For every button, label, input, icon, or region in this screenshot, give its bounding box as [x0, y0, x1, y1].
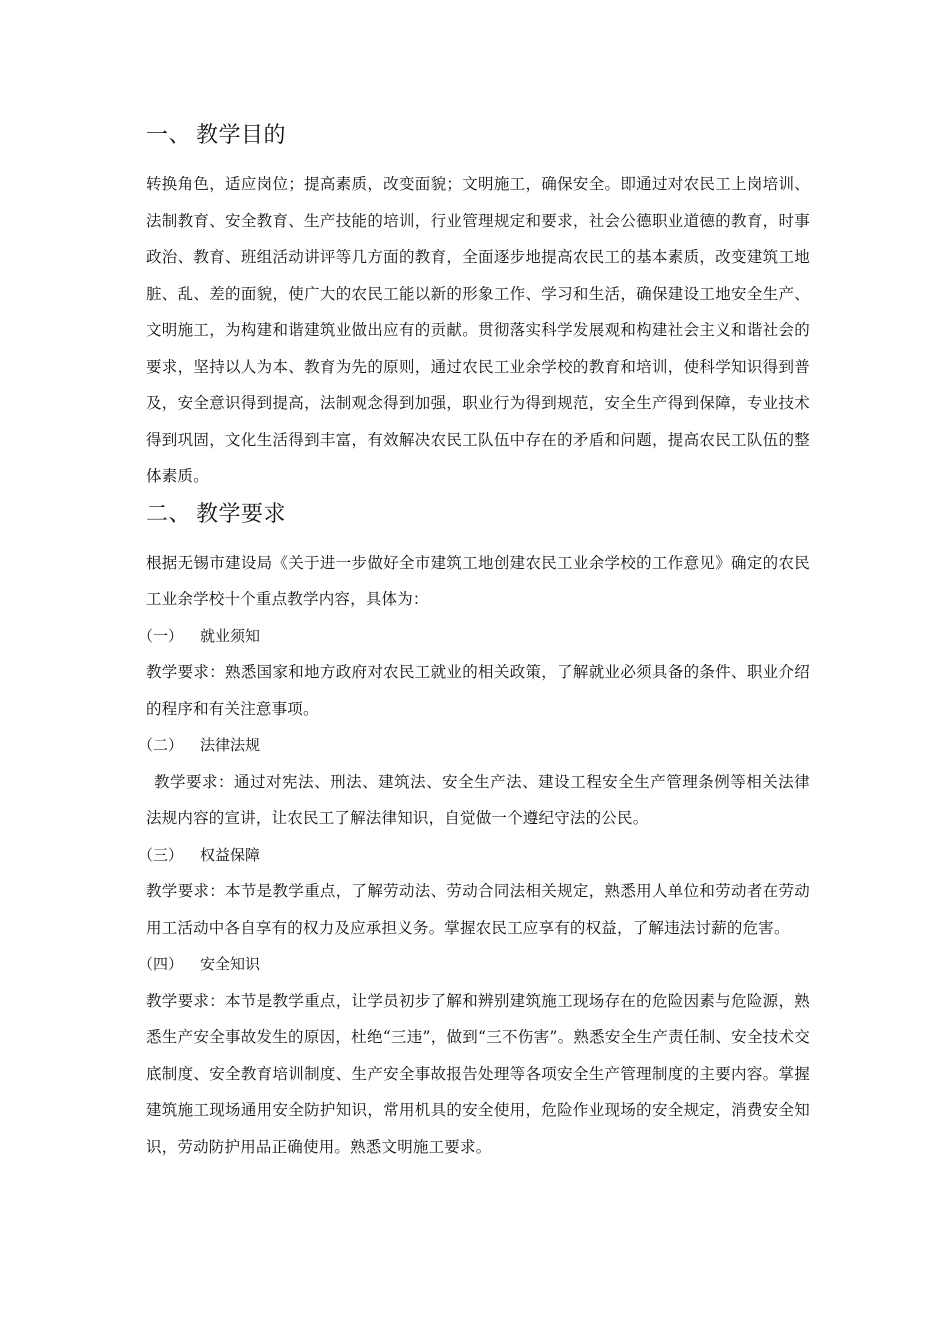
- subsection-number: （二）: [138, 736, 184, 754]
- subsection-title: 安全知识: [200, 955, 261, 973]
- section-number: 二、: [146, 501, 192, 527]
- purpose-paragraph: 转换角色，适应岗位；提高素质，改变面貌；文明施工，确保安全。即通过对农民工上岗培训、法制教育、安全教育、生产技能的培训，行业管理规定和要求，社会公德职业道德的教育，时事政治、教育、班组活动讲评等几方面的教育，全面逐步地提高农民工的基本素质，改变建筑工地脏、乱、差的面貌，使广大的农民工能以新的形象工作、学习和生活，确保建设工地安全生产、文明施工，为构建和谐建筑业做出应有的贡献。贯彻落实科学发展观和构建社会主义和谐社会的要求，坚持以人为本、教育为先的原则，通过农民工业余学校的教育和培训，使科学知识得到普及，安全意识得到提高，法制观念得到加强，职业行为得到规范，安全生产得到保障，专业技术得到巩固，文化生活得到丰富，有效解决农民工队伍中存在的矛盾和问题，提高农民工队伍的整体素质。: [146, 175, 810, 485]
- section-number: 一、: [146, 123, 192, 148]
- subsection-heading-law: [138, 727, 810, 764]
- subsection-number: （一）: [138, 626, 184, 645]
- document-content: [138, 118, 810, 1165]
- section-heading-purpose: [146, 118, 810, 154]
- requirements-intro-paragraph: 根据无锡市建设局《关于进一步做好全市建筑工地创建农民工业余学校的工作意见》确定的农民工业余学校十个重点教学内容，具体为：: [146, 553, 810, 608]
- subsection-heading-employment: [138, 618, 810, 655]
- section-title: 教学要求: [196, 501, 287, 527]
- employment-requirement-paragraph: 教学要求：熟悉国家和地方政府对农民工就业的相关政策，了解就业必须具备的条件、职业介绍的程序和有关注意事项。: [146, 663, 810, 718]
- subsection-title: 就业须知: [200, 626, 261, 645]
- subsection-number: （三）: [138, 845, 184, 864]
- subsection-title: 法律法规: [200, 736, 261, 754]
- rights-requirement-paragraph: 教学要求：本节是教学重点，了解劳动法、劳动合同法相关规定，熟悉用人单位和劳动者在劳动用工活动中各自享有的权力及应承担义务。掌握农民工应享有的权益，了解违法讨薪的危害。: [146, 882, 810, 937]
- safety-requirement-paragraph: 教学要求：本节是教学重点，让学员初步了解和辨别建筑施工现场存在的危险因素与危险源，熟悉生产安全事故发生的原因，杜绝“三违”，做到“三不伤害”。熟悉安全生产责任制、安全技术交底制度、安全教育培训制度、生产安全事故报告处理等各项安全生产管理制度的主要内容。掌握建筑施工现场通用安全防护知识，常用机具的安全使用，危险作业现场的安全规定，消费安全知识，劳动防护用品正确使用。熟悉文明施工要求。: [146, 991, 810, 1156]
- subsection-heading-safety: [138, 946, 810, 983]
- section-heading-requirements: [146, 497, 810, 533]
- section-title: 教学目的: [196, 123, 287, 148]
- subsection-title: 权益保障: [200, 845, 261, 864]
- subsection-heading-rights: [138, 837, 810, 874]
- subsection-number: （四）: [138, 955, 184, 973]
- law-requirement-paragraph: 教学要求：通过对宪法、刑法、建筑法、安全生产法、建设工程安全生产管理条例等相关法律法规内容的宣讲，让农民工了解法律知识，自觉做一个遵纪守法的公民。: [146, 772, 810, 827]
